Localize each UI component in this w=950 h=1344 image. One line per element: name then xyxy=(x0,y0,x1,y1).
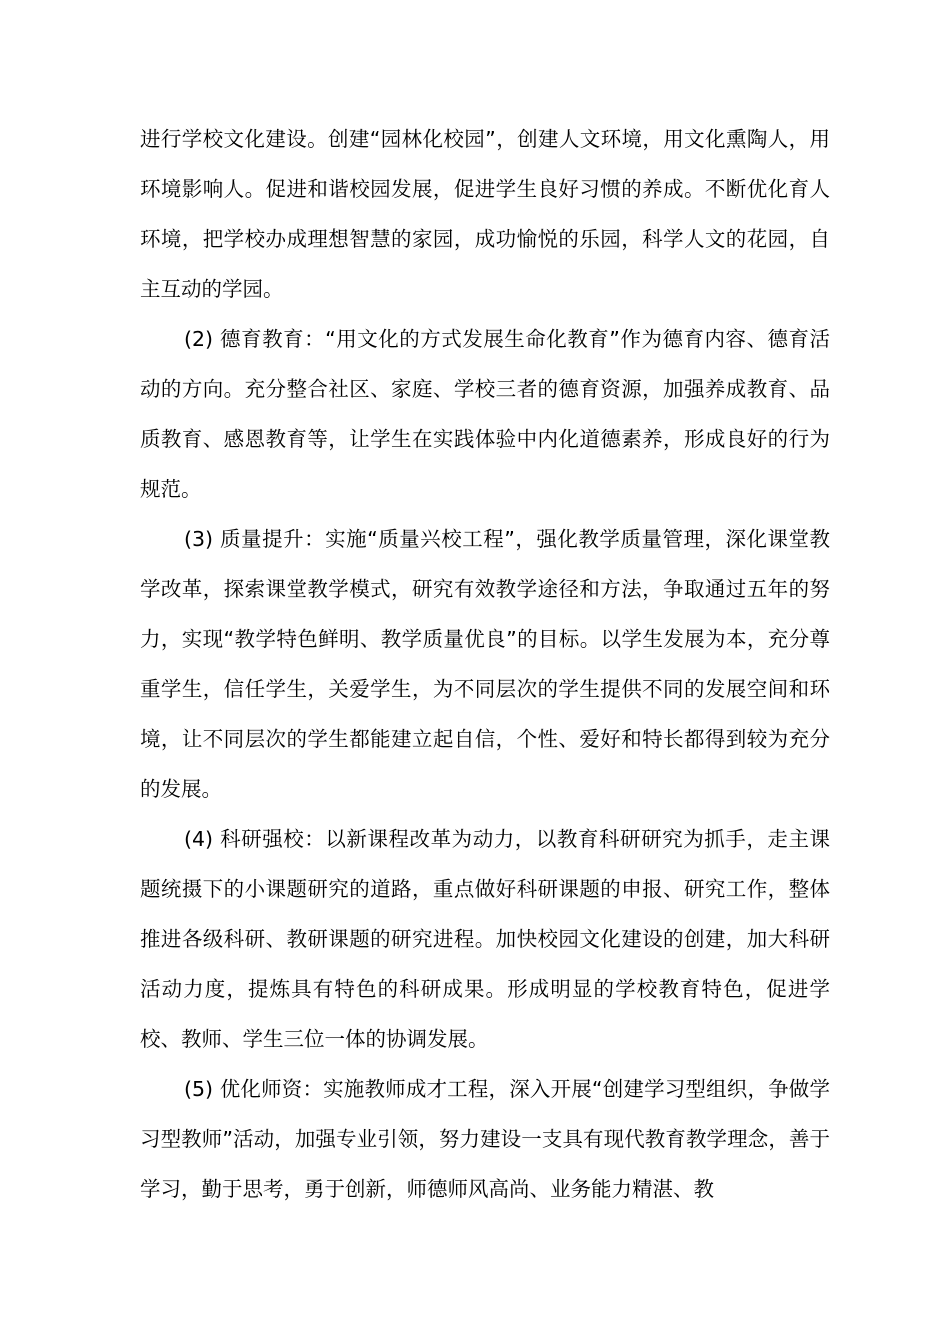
paragraph-campus-culture: 进行学校文化建设。创建“园林化校园”，创建人文环境，用文化熏陶人，用环境影响人。促进和谐校园发展，促进学生良好习惯的养成。不断优化育人环境，把学校办成理想智慧的家园，成功愉悦的乐园，科学人文的花园，自主互动的学园。 xyxy=(140,127,830,301)
paragraph-research: (4) 科研强校：以新课程改革为动力，以教育科研研究为抓手，走主课题统摄下的小课题研究的道路，重点做好科研课题的申报、研究工作，整体推进各级科研、教研课题的研究进程。加快校园文化建设的创建，加大科研活动力度，提炼具有特色的科研成果。形成明显的学校教育特色，促进学校、教师、学生三位一体的协调发展。 xyxy=(140,827,830,1051)
document-body xyxy=(140,114,830,1214)
paragraph-teacher-development: (5) 优化师资：实施教师成才工程，深入开展“创建学习型组织，争做学习型教师”活动，加强专业引领，努力建设一支具有现代教育教学理念，善于学习，勤于思考，勇于创新，师德师风高尚、业务能力精湛、教 xyxy=(140,1077,830,1201)
paragraph-quality-improvement: (3) 质量提升：实施“质量兴校工程”，强化教学质量管理，深化课堂教学改革，探索课堂教学模式，研究有效教学途径和方法，争取通过五年的努力，实现“教学特色鲜明、教学质量优良”的目标。以学生发展为本，充分尊重学生，信任学生，关爱学生，为不同层次的学生提供不同的发展空间和环境，让不同层次的学生都能建立起自信，个性、爱好和特长都得到较为充分的发展。 xyxy=(140,527,830,801)
paragraph-moral-education: (2) 德育教育：“用文化的方式发展生命化教育”作为德育内容、德育活动的方向。充分整合社区、家庭、学校三者的德育资源，加强养成教育、品质教育、感恩教育等，让学生在实践体验中内化道德素养，形成良好的行为规范。 xyxy=(140,327,830,501)
